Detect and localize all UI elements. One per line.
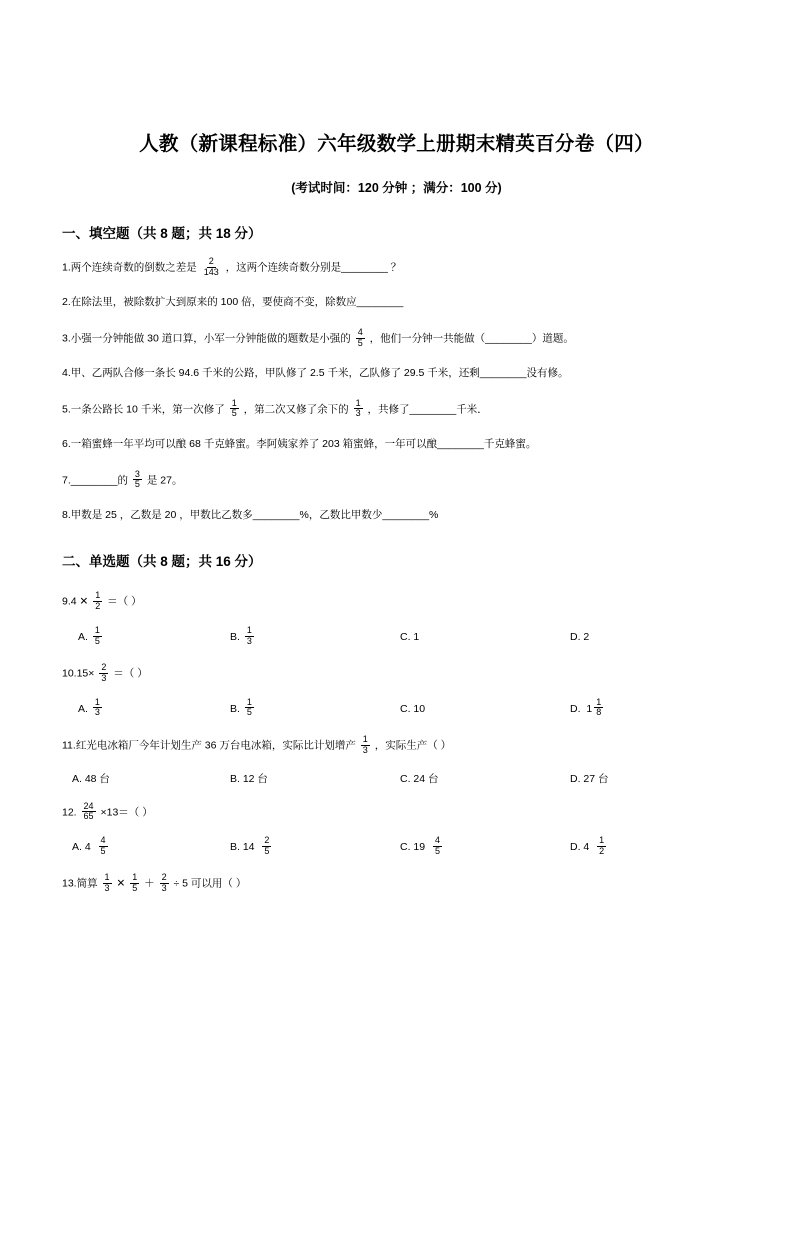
question-1: 1.两个连续奇数的倒数之差是 $\frac{2}{143}$ ，这两个连续奇数分别是________ ？ [62, 256, 402, 277]
section-heading-fill-in-blank: 一、填空题（共 8 题；共 18 分） [62, 226, 262, 241]
options-question-11 [62, 771, 731, 786]
option-d[interactable]: D. 1 $\frac{1}{8}$ [570, 696, 602, 718]
fraction: $\frac{1}{5}$ [132, 872, 138, 894]
question-7: 7.________的 $\frac{3}{5}$ 是 27。 [62, 468, 183, 490]
fraction: $\frac{1}{2}$ [599, 835, 605, 856]
fraction: $\frac{1}{5}$ [231, 397, 237, 419]
fraction: $\frac{1}{8}$ [596, 696, 602, 718]
question-4: 4.甲、乙两队合修一条长 94.6 千米的公路，甲队修了 2.5 千米，乙队修了 29.5 千米，还剩________没有修。 [62, 367, 569, 380]
question-3: 3.小强一分钟能做 30 道口算，小军一分钟能做的题数是小强的 $\frac{4}{5}$ ，他们一分钟一共能做（________）道题。 [62, 326, 574, 348]
option-b[interactable]: B. 14 $\frac{2}{5}$ [230, 835, 270, 856]
fraction: $\frac{2}{5}$ [264, 835, 270, 856]
option-c[interactable]: C. 1 [400, 631, 420, 644]
fraction: $\frac{4}{5}$ [100, 835, 106, 856]
fraction: $\frac{1}{3}$ [246, 624, 252, 646]
fraction: $\frac{4}{5}$ [434, 835, 440, 856]
question-12: 12. $\frac{24}{65}$ ×13＝（ ） [62, 800, 153, 822]
fraction: $\frac{1}{3}$ [362, 734, 368, 755]
fraction: $\frac{1}{5}$ [94, 624, 100, 646]
fraction: $\frac{2}{3}$ [161, 872, 167, 894]
fraction: $\frac{4}{5}$ [357, 326, 363, 348]
section-heading-multiple-choice: 二、单选题（共 8 题；共 16 分） [62, 554, 262, 570]
question-10: 10.15× $\frac{2}{3}$ ＝（ ） [62, 662, 148, 683]
fraction: $\frac{24}{65}$ [83, 800, 94, 822]
options-question-10 [62, 696, 731, 719]
fraction: $\frac{1}{3}$ [104, 872, 110, 894]
exam-info: (考试时间：120 分钟 ；满分：100 分) [291, 181, 502, 195]
option-a[interactable]: A. $\frac{1}{3}$ [78, 696, 100, 718]
page-title: 人教（新课程标准）六年级数学上册期末精英百分卷（四） [139, 133, 654, 155]
question-9: 9.4 ✕ $\frac{1}{2}$ ＝（ ） [62, 590, 142, 612]
options-question-9 [62, 624, 731, 647]
option-b[interactable]: B. 12 台 [230, 772, 268, 785]
option-a[interactable]: A. 4 $\frac{4}{5}$ [72, 835, 106, 856]
question-2: 2.在除法里，被除数扩大到原来的 100 倍，要使商不变，除数应________ [62, 296, 404, 309]
question-8: 8.甲数是 25 ，乙数是 20 ，甲数比乙数多________%，乙数比甲数少________% [62, 508, 439, 521]
question-11: 11.红光电冰箱厂今年计划生产 36 万台电冰箱，实际比计划增产 $\frac{1}{3}$ ，实际生产（ ） [62, 734, 452, 755]
fraction: $\frac{1}{5}$ [246, 696, 252, 718]
fraction: $\frac{3}{5}$ [134, 468, 140, 490]
fraction: $\frac{1}{3}$ [355, 397, 361, 419]
option-d[interactable]: D. 4 $\frac{1}{2}$ [570, 835, 605, 856]
option-a[interactable]: A. $\frac{1}{5}$ [78, 624, 100, 646]
fraction: $\frac{2}{143}$ [203, 256, 219, 277]
option-a[interactable]: A. 48 台 [72, 772, 110, 785]
option-b[interactable]: B. $\frac{1}{5}$ [230, 696, 252, 718]
question-13: 13.简算 $\frac{1}{3}$ ✕ $\frac{1}{5}$ ＋ $\frac{2}{3}$ ÷ 5 可以用（ ） [62, 872, 247, 894]
option-d[interactable]: D. 2 [570, 631, 590, 644]
document-page [0, 128, 793, 895]
options-question-12 [62, 837, 731, 857]
question-6: 6.一箱蜜蜂一年平均可以酿 68 千克蜂蜜。李阿姨家养了 203 箱蜜蜂，一年可以酿________千克蜂蜜。 [62, 438, 537, 451]
option-d[interactable]: D. 27 台 [570, 772, 609, 785]
option-b[interactable]: B. $\frac{1}{3}$ [230, 624, 252, 646]
question-5: 5.一条公路长 10 千米，第一次修了 $\frac{1}{5}$ ，第二次又修了余下的 $\frac{1}{3}$ ，共修了________千米． [62, 397, 488, 419]
option-c[interactable]: C. 24 台 [400, 772, 439, 785]
fraction: $\frac{1}{3}$ [94, 696, 100, 718]
option-c[interactable]: C. 19 $\frac{4}{5}$ [400, 835, 440, 856]
fraction: $\frac{2}{3}$ [101, 662, 107, 683]
fraction: $\frac{1}{2}$ [95, 590, 101, 612]
option-c[interactable]: C. 10 [400, 702, 426, 715]
